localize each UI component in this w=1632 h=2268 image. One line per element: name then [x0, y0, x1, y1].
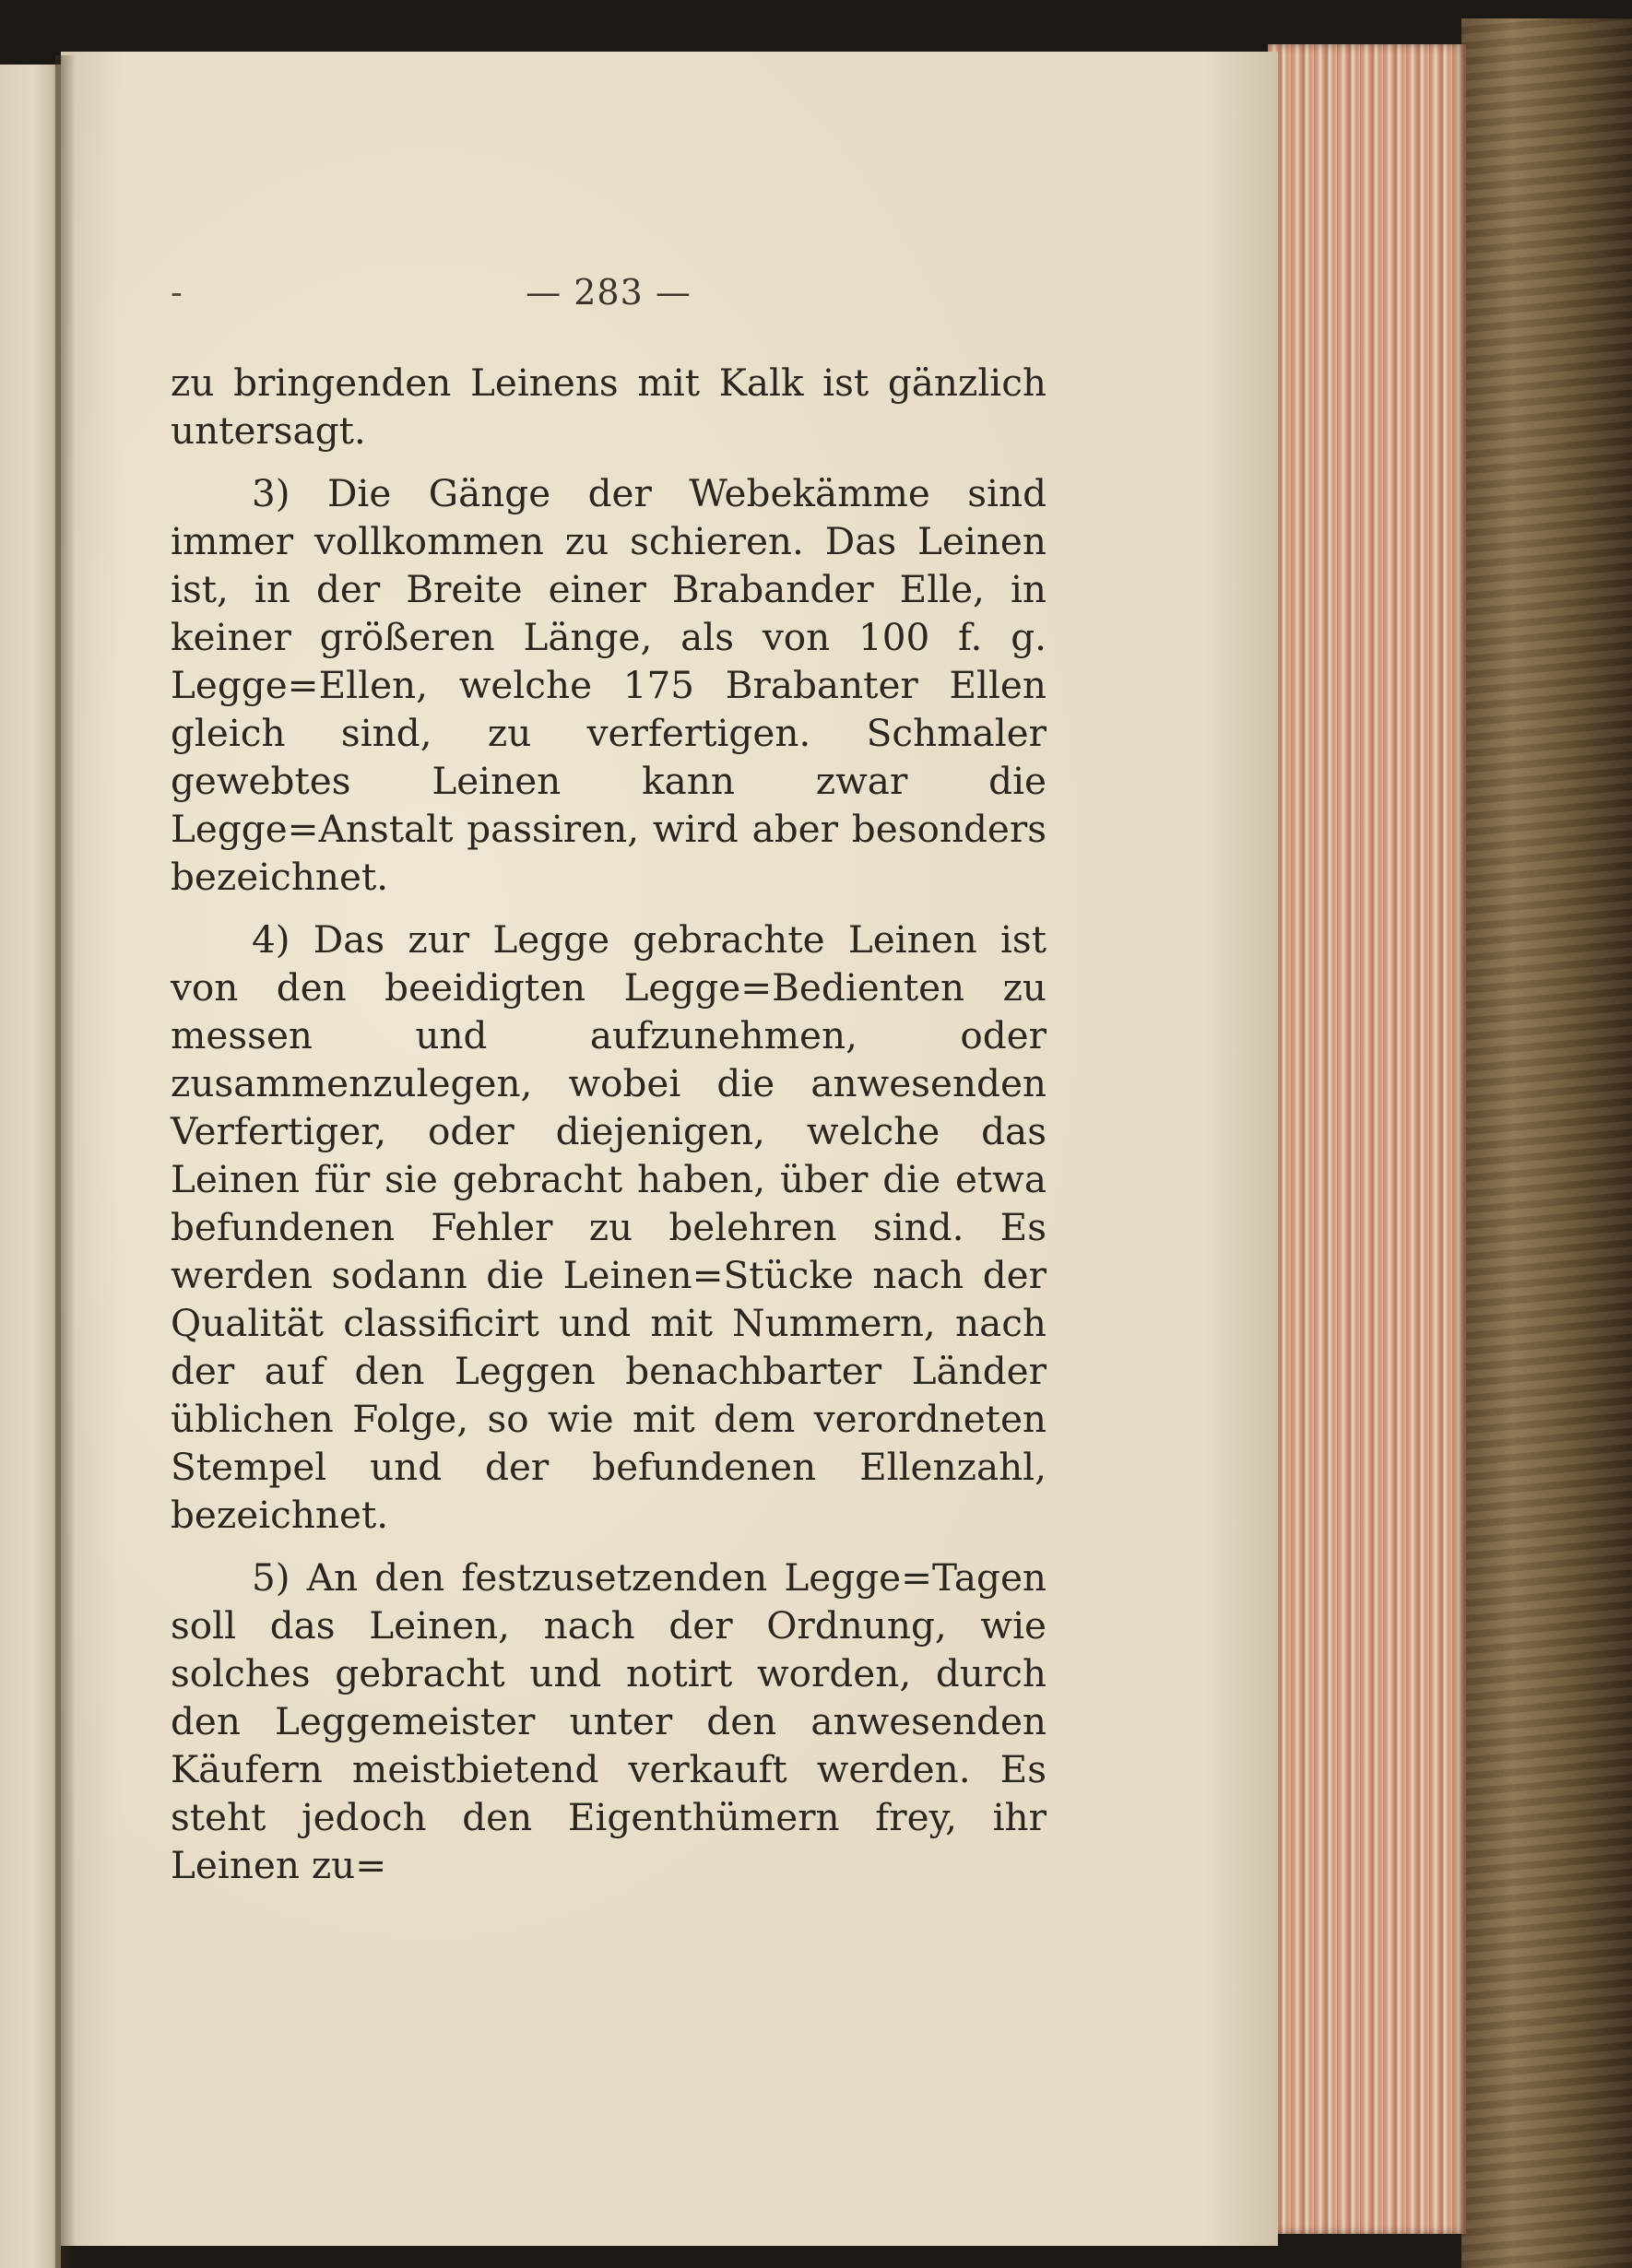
- paragraph-item-5: 5) An den festzusetzenden Legge=Tagen soll das Leinen, nach der Ordnung, wie solches gebracht und notirt worden, durch den Leggemeister unter den anwesenden Käufern meistbietend verkauft werden. Es steht jedoch den Eigenthümern frey, ihr Leinen zu=: [171, 1555, 1047, 1887]
- page-number: — 283 —: [526, 272, 692, 313]
- header-left-mark: -: [171, 272, 183, 313]
- paragraph-item-4: 4) Das zur Legge gebrachte Leinen ist von den beeidigten Legge=Bedienten zu messen und aufzunehmen, oder zusammenzulegen, wobei die anwesenden Verfertiger, oder diejenigen, welche das Leinen für sie gebracht haben, über die etwa befundenen Fehler zu belehren sind. Es werden sodann die Leinen=Stücke nach der Qualität classificirt und mit Nummern, nach der auf den Leggen benachbarter Länder üblichen Folge, so wie mit dem verordneten Stempel und der befundenen Ellenzahl, bezeichnet.: [171, 917, 1047, 1537]
- page-edges: [1268, 44, 1466, 2234]
- right-page: [61, 52, 1278, 2246]
- spine-shadow: [55, 55, 76, 2268]
- paragraph-item-3: 3) Die Gänge der Webekämme sind immer vollkommen zu schieren. Das Leinen ist, in der Breite einer Brabander Elle, in keiner größeren Länge, als von 100 f. g. Legge=Ellen, welche 175 Brabanter Ellen gleich sind, zu verfertigen. Schmaler gewebtes Leinen kann zwar die Legge=Anstalt passiren, wird aber besonders bezeichnet.: [171, 471, 1047, 899]
- text-block: [171, 257, 1047, 1904]
- page-header: [171, 257, 1047, 359]
- body-text: [171, 359, 1047, 1889]
- paragraph-continuation: zu bringenden Leinens mit Kalk ist gänzlich untersagt.: [171, 360, 1047, 453]
- left-page-edge: [0, 65, 61, 2268]
- book-binding: [1461, 18, 1632, 2268]
